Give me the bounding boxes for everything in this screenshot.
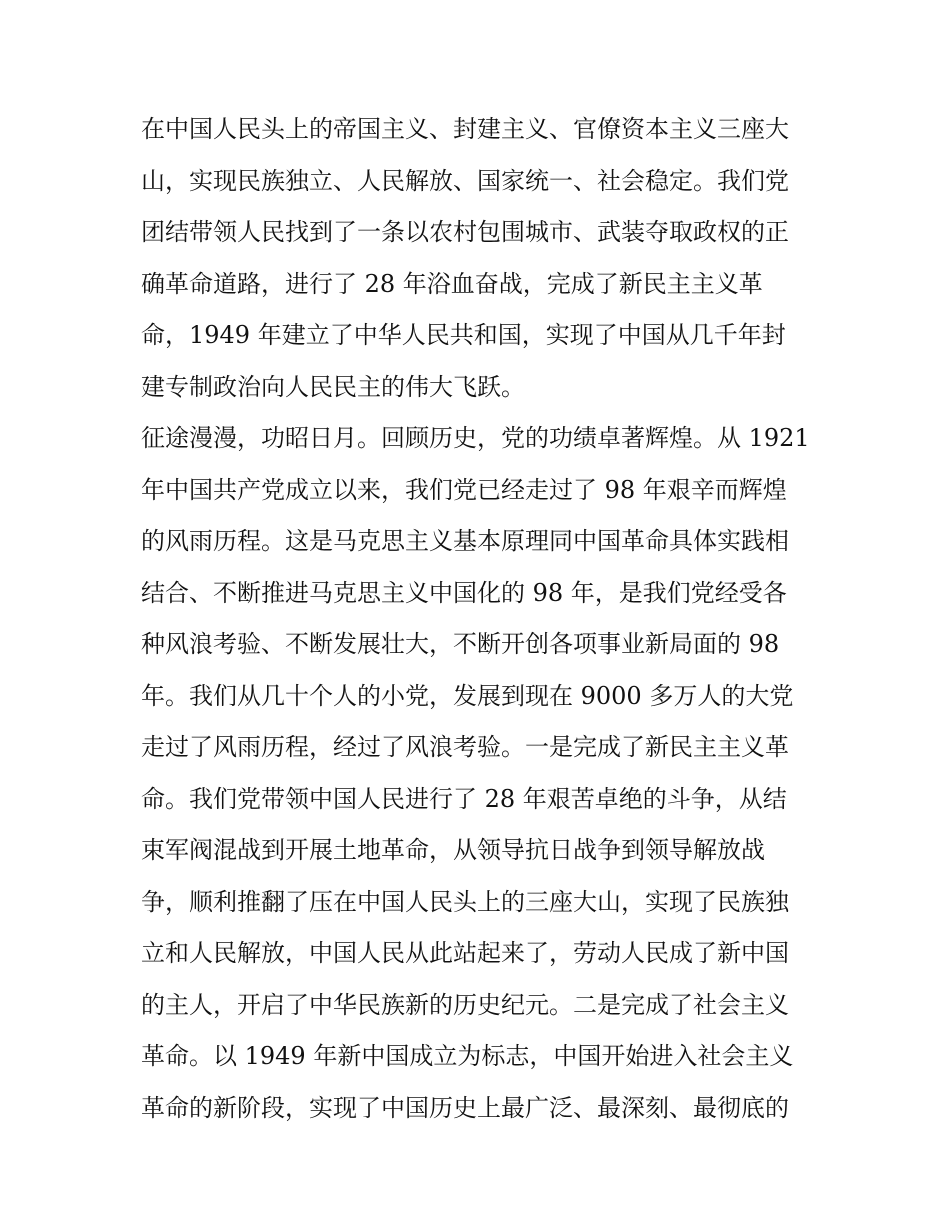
text-line: 命，1949 年建立了中华人民共和国，实现了中国从几千年封 (141, 321, 786, 349)
text-line: 争，顺利推翻了压在中国人民头上的三座大山，实现了民族独 (141, 887, 789, 916)
text-line: 种风浪考验、不断发展壮大，不断开创各项事业新局面的 98 (141, 630, 780, 658)
text-line: 山，实现民族独立、人民解放、国家统一、社会稳定。我们党 (141, 166, 789, 195)
body-text (141, 104, 821, 1134)
text-line: 的风雨历程。这是马克思主义基本原理同中国革命具体实践相 (141, 527, 789, 555)
text-line: 的主人，开启了中华民族新的历史纪元。二是完成了社会主义 (141, 990, 789, 1019)
text-line: 命。我们党带领中国人民进行了 28 年艰苦卓绝的斗争，从结 (141, 784, 787, 813)
text-line: 建专制政治向人民民主的伟大飞跃。 (141, 372, 525, 401)
text-line: 确革命道路，进行了 28 年浴血奋战，完成了新民主主义革 (141, 269, 763, 298)
text-line: 革命。以 1949 年新中国成立为标志，中国开始进入社会主义 (141, 1042, 794, 1070)
text-line: 走过了风雨历程，经过了风浪考验。一是完成了新民主主义革 (141, 733, 789, 761)
text-line: 年中国共产党成立以来，我们党已经走过了 98 年艰辛而辉煌 (141, 475, 787, 504)
text-line: 结合、不断推进马克思主义中国化的 98 年，是我们党经受各 (141, 578, 787, 607)
text-line: 革命的新阶段，实现了中国历史上最广泛、最深刻、最彻底的 (141, 1093, 789, 1122)
paragraph-2 (141, 413, 821, 1134)
text-line: 立和人民解放，中国人民从此站起来了，劳动人民成了新中国 (141, 939, 789, 967)
text-line: 团结带领人民找到了一条以农村包围城市、武装夺取政权的正 (141, 218, 789, 246)
text-line: 在中国人民头上的帝国主义、封建主义、官僚资本主义三座大 (141, 115, 789, 143)
text-line: 征途漫漫，功昭日月。回顾历史，党的功绩卓著辉煌。从 1921 (141, 424, 810, 452)
paragraph-1 (141, 104, 821, 413)
text-line: 年。我们从几十个人的小党，发展到现在 9000 多万人的大党 (141, 681, 794, 710)
text-line: 束军阀混战到开展土地革命，从领导抗日战争到领导解放战 (141, 836, 765, 864)
